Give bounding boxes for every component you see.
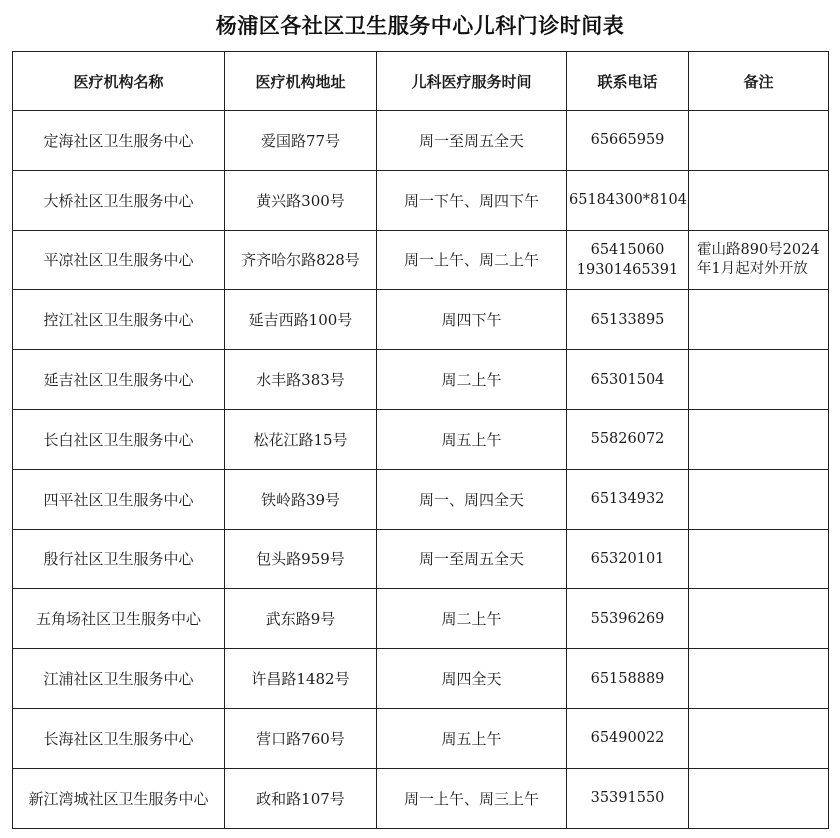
table-body xyxy=(13,111,829,829)
cell-address: 武东路9号 xyxy=(225,589,377,649)
cell-phone xyxy=(567,290,689,350)
phone-number: 65158889 xyxy=(590,670,665,687)
cell-address: 政和路107号 xyxy=(225,768,377,828)
cell-remarks xyxy=(689,350,829,410)
cell-hours: 周一上午、周三上午 xyxy=(377,768,567,828)
cell-remarks xyxy=(689,708,829,768)
column-header-hours: 儿科医疗服务时间 xyxy=(377,52,567,111)
cell-phone xyxy=(567,649,689,709)
cell-address: 延吉西路100号 xyxy=(225,290,377,350)
page-title: 杨浦区各社区卫生服务中心儿科门诊时间表 xyxy=(215,14,625,38)
table-row xyxy=(13,589,829,649)
cell-hours: 周二上午 xyxy=(377,589,567,649)
cell-remarks xyxy=(689,589,829,649)
cell-phone xyxy=(567,111,689,171)
table-row xyxy=(13,768,829,828)
cell-address: 营口路760号 xyxy=(225,708,377,768)
phone-number: 65134932 xyxy=(590,491,665,508)
remark-line: 年1月起对外开放 xyxy=(697,260,808,277)
cell-name: 控江社区卫生服务中心 xyxy=(13,290,225,350)
phone-number: 65133895 xyxy=(590,311,665,328)
cell-name: 延吉社区卫生服务中心 xyxy=(13,350,225,410)
cell-address: 齐齐哈尔路828号 xyxy=(225,230,377,290)
phone-number: 55396269 xyxy=(590,610,665,627)
phone-number: 65320101 xyxy=(590,550,665,567)
cell-phone xyxy=(567,230,689,290)
pediatric-schedule-table xyxy=(12,51,829,829)
cell-address: 水丰路383号 xyxy=(225,350,377,410)
cell-remarks xyxy=(689,768,829,828)
table-row xyxy=(13,529,829,589)
table-header-row xyxy=(13,52,829,111)
phone-number: 65415060 xyxy=(590,241,665,258)
phone-number: 55826072 xyxy=(590,431,665,448)
phone-number: 65665959 xyxy=(590,132,665,149)
phone-number: 65301504 xyxy=(590,371,665,388)
column-header-remarks: 备注 xyxy=(689,52,829,111)
cell-address: 松花江路15号 xyxy=(225,409,377,469)
cell-remarks xyxy=(689,529,829,589)
column-header-phone: 联系电话 xyxy=(567,52,689,111)
cell-name: 平凉社区卫生服务中心 xyxy=(13,230,225,290)
phone-number: 65490022 xyxy=(590,730,665,747)
table-row xyxy=(13,290,829,350)
cell-remarks xyxy=(689,649,829,709)
cell-remarks xyxy=(689,111,829,171)
cell-hours: 周五上午 xyxy=(377,409,567,469)
table-row xyxy=(13,708,829,768)
phone-number: 19301465391 xyxy=(576,261,679,278)
cell-hours: 周一、周四全天 xyxy=(377,469,567,529)
cell-hours: 周一至周五全天 xyxy=(377,529,567,589)
cell-phone xyxy=(567,409,689,469)
cell-address: 包头路959号 xyxy=(225,529,377,589)
cell-phone xyxy=(567,589,689,649)
cell-phone xyxy=(567,469,689,529)
cell-address: 许昌路1482号 xyxy=(225,649,377,709)
phone-number: 35391550 xyxy=(590,790,665,807)
cell-remarks xyxy=(689,290,829,350)
cell-name: 长海社区卫生服务中心 xyxy=(13,708,225,768)
table-row xyxy=(13,350,829,410)
cell-remarks xyxy=(689,230,829,290)
cell-phone xyxy=(567,350,689,410)
cell-name: 大桥社区卫生服务中心 xyxy=(13,170,225,230)
cell-name: 殷行社区卫生服务中心 xyxy=(13,529,225,589)
cell-hours: 周二上午 xyxy=(377,350,567,410)
cell-hours: 周五上午 xyxy=(377,708,567,768)
cell-name: 长白社区卫生服务中心 xyxy=(13,409,225,469)
cell-name: 定海社区卫生服务中心 xyxy=(13,111,225,171)
cell-remarks xyxy=(689,469,829,529)
table-row xyxy=(13,469,829,529)
cell-hours: 周一至周五全天 xyxy=(377,111,567,171)
cell-hours: 周四全天 xyxy=(377,649,567,709)
phone-number: 65184300*8104 xyxy=(569,192,687,209)
cell-phone xyxy=(567,529,689,589)
table-row xyxy=(13,409,829,469)
cell-hours: 周四下午 xyxy=(377,290,567,350)
cell-name: 四平社区卫生服务中心 xyxy=(13,469,225,529)
column-header-name: 医疗机构名称 xyxy=(13,52,225,111)
cell-hours: 周一上午、周二上午 xyxy=(377,230,567,290)
cell-remarks xyxy=(689,170,829,230)
cell-name: 五角场社区卫生服务中心 xyxy=(13,589,225,649)
table-row xyxy=(13,230,829,290)
table-row xyxy=(13,649,829,709)
remark-line: 霍山路890号2024 xyxy=(697,241,820,258)
column-header-address: 医疗机构地址 xyxy=(225,52,377,111)
cell-phone xyxy=(567,768,689,828)
cell-address: 爱国路77号 xyxy=(225,111,377,171)
table-row xyxy=(13,111,829,171)
cell-remarks xyxy=(689,409,829,469)
cell-phone xyxy=(567,170,689,230)
table-row xyxy=(13,170,829,230)
cell-name: 新江湾城社区卫生服务中心 xyxy=(13,768,225,828)
cell-name: 江浦社区卫生服务中心 xyxy=(13,649,225,709)
cell-address: 铁岭路39号 xyxy=(225,469,377,529)
cell-address: 黄兴路300号 xyxy=(225,170,377,230)
cell-hours: 周一下午、周四下午 xyxy=(377,170,567,230)
cell-phone xyxy=(567,708,689,768)
